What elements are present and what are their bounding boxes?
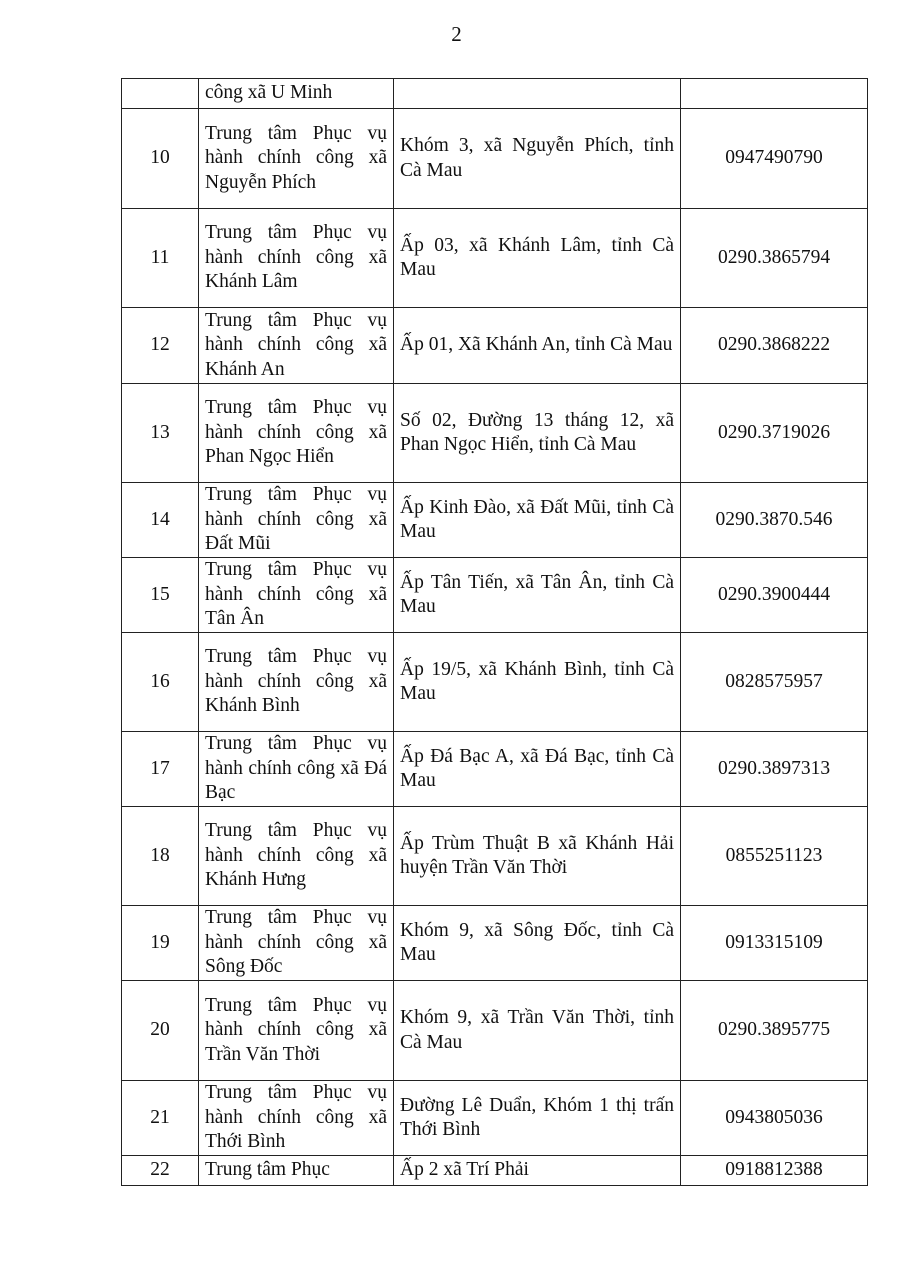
center-address: Ấp Đá Bạc A, xã Đá Bạc, tỉnh Cà Mau xyxy=(394,732,681,807)
center-address xyxy=(394,79,681,109)
center-phone: 0947490790 xyxy=(681,109,868,209)
table-row xyxy=(122,109,868,209)
center-address: Ấp 19/5, xã Khánh Bình, tỉnh Cà Mau xyxy=(394,633,681,732)
center-phone: 0290.3870.546 xyxy=(681,483,868,558)
center-name: Trung tâm Phục vụ hành chính công xã Thới Bình xyxy=(199,1081,394,1156)
center-address: Khóm 9, xã Sông Đốc, tỉnh Cà Mau xyxy=(394,906,681,981)
table-row xyxy=(122,209,868,308)
center-phone: 0913315109 xyxy=(681,906,868,981)
row-number: 12 xyxy=(122,308,199,384)
center-phone: 0290.3719026 xyxy=(681,384,868,483)
table-row xyxy=(122,483,868,558)
row-number: 22 xyxy=(122,1156,199,1186)
table-row xyxy=(122,384,868,483)
table-row xyxy=(122,732,868,807)
row-number: 14 xyxy=(122,483,199,558)
row-number: 11 xyxy=(122,209,199,308)
table-row xyxy=(122,981,868,1081)
center-name: Trung tâm Phục vụ hành chính công xã Khánh Bình xyxy=(199,633,394,732)
page-number: 2 xyxy=(451,22,462,46)
center-name: Trung tâm Phục vụ hành chính công xã Đá Bạc xyxy=(199,732,394,807)
center-name: Trung tâm Phục vụ hành chính công xã Phan Ngọc Hiển xyxy=(199,384,394,483)
row-number: 10 xyxy=(122,109,199,209)
center-name: công xã U Minh xyxy=(199,79,394,109)
center-address: Ấp Tân Tiến, xã Tân Ân, tỉnh Cà Mau xyxy=(394,558,681,633)
center-name: Trung tâm Phục vụ hành chính công xã Khánh Hưng xyxy=(199,807,394,906)
center-address: Ấp Kinh Đào, xã Đất Mũi, tỉnh Cà Mau xyxy=(394,483,681,558)
center-phone: 0855251123 xyxy=(681,807,868,906)
center-name: Trung tâm Phục vụ hành chính công xã Nguyễn Phích xyxy=(199,109,394,209)
row-number: 18 xyxy=(122,807,199,906)
center-address: Ấp Trùm Thuật B xã Khánh Hải huyện Trần Văn Thời xyxy=(394,807,681,906)
center-name: Trung tâm Phục vụ hành chính công xã Khánh Lâm xyxy=(199,209,394,308)
row-number: 15 xyxy=(122,558,199,633)
center-address: Ấp 03, xã Khánh Lâm, tỉnh Cà Mau xyxy=(394,209,681,308)
center-name: Trung tâm Phục vụ hành chính công xã Trần Văn Thời xyxy=(199,981,394,1081)
center-phone: 0918812388 xyxy=(681,1156,868,1186)
center-address: Số 02, Đường 13 tháng 12, xã Phan Ngọc Hiển, tỉnh Cà Mau xyxy=(394,384,681,483)
center-phone: 0943805036 xyxy=(681,1081,868,1156)
center-phone xyxy=(681,79,868,109)
center-address: Đường Lê Duẩn, Khóm 1 thị trấn Thới Bình xyxy=(394,1081,681,1156)
row-number xyxy=(122,79,199,109)
center-phone: 0828575957 xyxy=(681,633,868,732)
table-row xyxy=(122,558,868,633)
center-address: Ấp 2 xã Trí Phải xyxy=(394,1156,681,1186)
table-row xyxy=(122,633,868,732)
center-address: Khóm 9, xã Trần Văn Thời, tỉnh Cà Mau xyxy=(394,981,681,1081)
table-row xyxy=(122,308,868,384)
row-number: 13 xyxy=(122,384,199,483)
center-name: Trung tâm Phục vụ hành chính công xã Sông Đốc xyxy=(199,906,394,981)
row-number: 20 xyxy=(122,981,199,1081)
row-number: 16 xyxy=(122,633,199,732)
center-phone: 0290.3895775 xyxy=(681,981,868,1081)
center-name: Trung tâm Phục vụ hành chính công xã Tân Ân xyxy=(199,558,394,633)
center-name: Trung tâm Phục xyxy=(199,1156,394,1186)
table-row xyxy=(122,1156,868,1186)
row-number: 17 xyxy=(122,732,199,807)
table-row xyxy=(122,906,868,981)
table-row xyxy=(122,807,868,906)
center-phone: 0290.3900444 xyxy=(681,558,868,633)
row-number: 19 xyxy=(122,906,199,981)
center-phone: 0290.3868222 xyxy=(681,308,868,384)
center-name: Trung tâm Phục vụ hành chính công xã Đất Mũi xyxy=(199,483,394,558)
table-row xyxy=(122,79,868,109)
center-name: Trung tâm Phục vụ hành chính công xã Khánh An xyxy=(199,308,394,384)
table-row xyxy=(122,1081,868,1156)
center-address: Ấp 01, Xã Khánh An, tỉnh Cà Mau xyxy=(394,308,681,384)
center-phone: 0290.3897313 xyxy=(681,732,868,807)
service-center-table xyxy=(121,78,868,1186)
center-address: Khóm 3, xã Nguyễn Phích, tỉnh Cà Mau xyxy=(394,109,681,209)
row-number: 21 xyxy=(122,1081,199,1156)
center-phone: 0290.3865794 xyxy=(681,209,868,308)
